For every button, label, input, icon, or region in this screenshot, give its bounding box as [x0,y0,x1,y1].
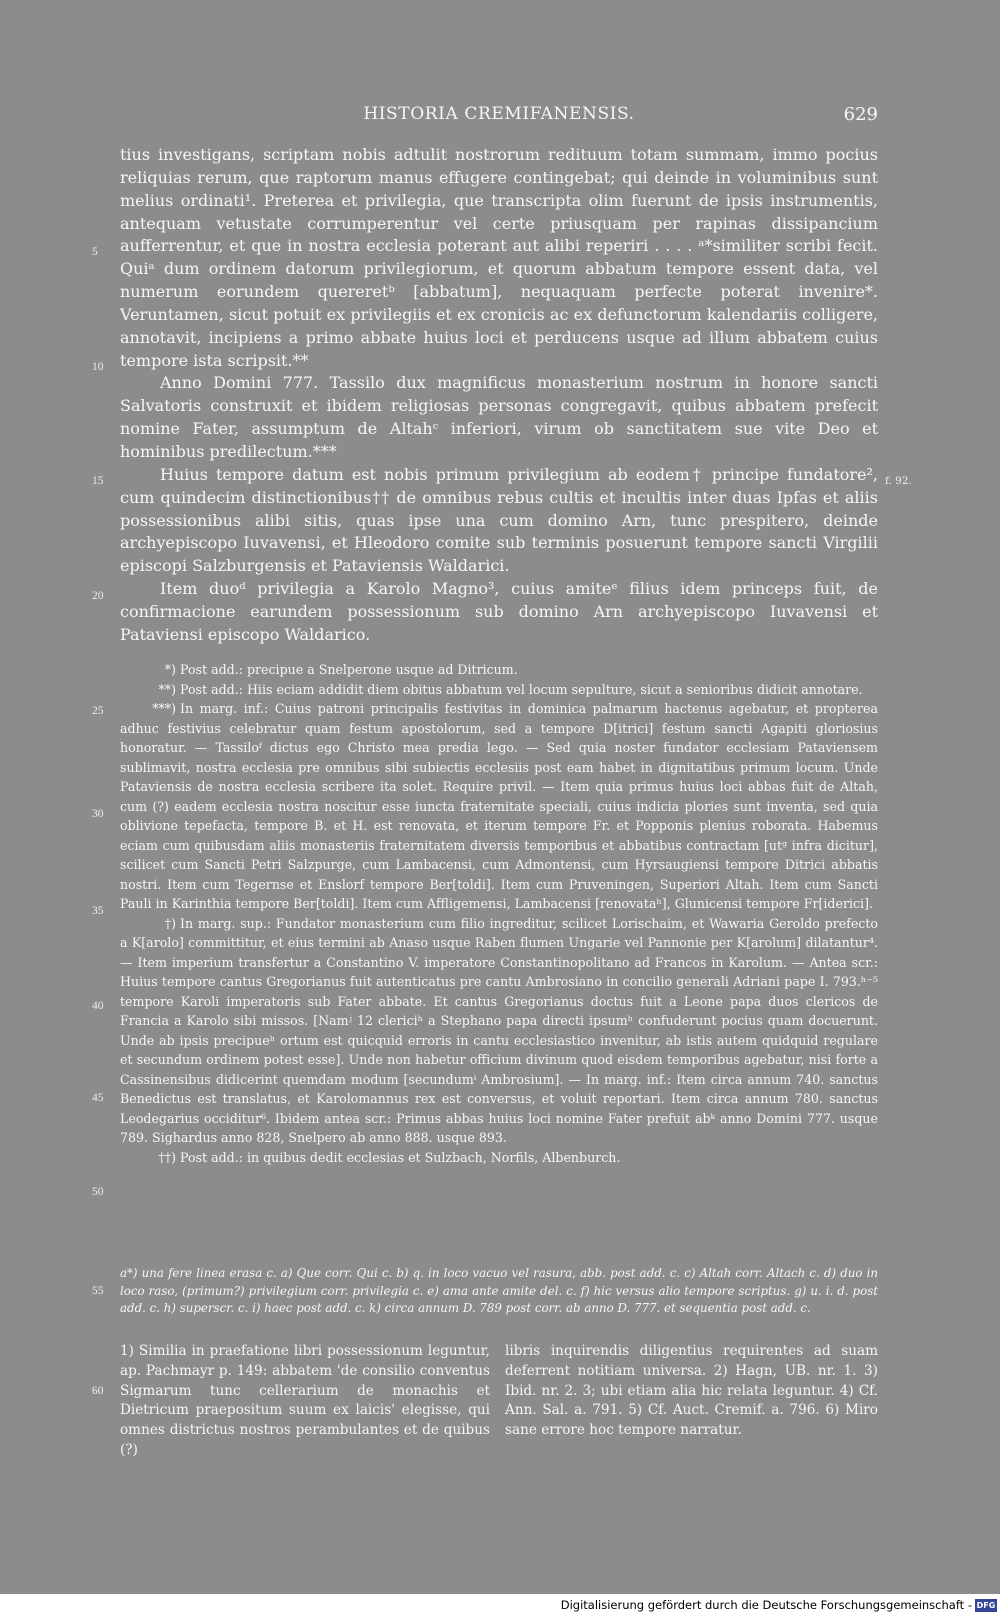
line-number: 10 [92,361,104,373]
note-text: Post add.: in quibus dedit ecclesias et Sulzbach, Norfils, Albenburch. [180,1149,621,1165]
paragraph-4: Item duoᵈ privilegia a Karolo Magno³, cuius amiteᵉ filius idem princeps fuit, de confirmacione earundem possessionum sub domino Arn archyepiscopo Iuvavensi et Pataviensi episcopo Waldarico. [120,579,878,644]
note-mark: **) [158,681,176,697]
note-mark: *) [164,662,176,677]
critical-apparatus: a*) una fere linea erasa c. a) Que corr. Qui c. b) q. in loco vacuo vel rasura, abb. post add. c. c) Altah corr. Altach c. d) duo in loco raso, (primum?) privilegium corr. privilegia c. e) ama ante amite del. c. f) hic versus alio tempore scriptus. g) u. i. d. post add. c. h) superscr. c. i) haec post add. c. k) circa annum D. 789 post corr. ab anno D. 777. et sequentia post add. c. [120,1266,878,1315]
page-number: 629 [843,104,878,125]
running-head [120,104,878,130]
dfg-logo: DFG [976,1601,996,1610]
line-number: 30 [92,808,104,820]
note-mark: †) [164,915,176,931]
line-number: 45 [92,1092,104,1104]
line-number: 40 [92,1000,104,1012]
footer-bar [0,1594,1000,1619]
paragraph-3: Huius tempore datum est nobis primum privilegium ab eodem† principe fundatore², cum quindecim distinctionibus†† de omnibus rebus cultis et incultis inter duas Ipfas et aliis possessionibus alibi sitis, quas ipse una cum domino Arn, tunc prespitero, deinde archyepiscopo Iuvavensi, et Hleodoro comite sub terminis posuerunt tempore sancti Virgilii episcopi Salzburgensis et Pataviensis Waldarici. [120,464,878,576]
funding-credit: Digitalisierung gefördert durch die Deutsche Forschungsgemeinschaft - [560,1598,972,1612]
line-number: 60 [92,1385,104,1397]
line-number: 20 [92,590,104,602]
line-number: 35 [92,905,104,917]
note-text: In marg. inf.: Cuius patroni principalis festivitas in dominica palmarum hactenus agebatur, et propterea adhuc festivius celebratur quam festum apostolorum, sed a tempore D[itrici] festum sancti Agapiti gloriosius honoratur. — Tassiloᶠ dictus ego Christo mea predia lego. — Sed quia noster fundator ecclesiam Pataviensem sublimavit, nostra ecclesia pre omnibus sibi subiectis ecclesiis post eam habet in dignitatibus primum locum. Unde Pataviensis de nostra ecclesia scribere ita solet. Require privil. — Item quia primus huius loci abbas fuit de Altah, cum (?) eadem ecclesia nostra noscitur esse iuncta fraternitate speciali, cuius indicia plories sunt inventa, sed quia oblivione tepefacta, tempore B. et H. est renovata, et iterum tempore Fr. et Popponis plenius roborata. Habemus eciam cum quibusdam aliis monasteriis fraternitatem diversis temporibus et abbatibus contractam [utᵍ infra dicitur], scilicet cum Sancti Petri Salzpurge, cum Lambacensi, cum Admontensi, cum Hyrsaugiensi tempore Ditrici abbatis nostri. Item cum Tegernse et Enslorf tempore Ber[toldi]. Item cum Pruveningen, Superiori Altah. Item cum Sancti Pauli in Karinthia tempore Ber[toldi]. Item cum Affligemensi, Lambacensi [renovataʰ], Glunicensi tempore Fr[iderici]. [120,701,878,911]
line-number: 15 [92,475,104,487]
paragraph-2: Anno Domini 777. Tassilo dux magnificus monasterium nostrum in honore sancti Salvatoris construxit et ibidem religiosas personas congregavit, quibus abbatem prefecit nomine Fater, assumptum de Altahᶜ inferiori, virum ob sanctitatem sue vite Deo et hominibus predilectum.*** [120,373,878,461]
footnote-text: 1) Similia in praefatione libri possessionum leguntur, ap. Pachmayr p. 149: abbatem 'de consilio conventus Sigmarum tunc cellerarium de monachis et Dietricum praepositum suum ex laicis' elegisse, qui omnes districtus nostros perambulantes et de quibus (?) [120,1343,490,1458]
line-number: 5 [92,246,98,258]
margin-folio-note: f. 92. [885,475,912,487]
note-item [120,914,878,1148]
note-item [120,1148,878,1168]
later-additions-notes [120,660,878,1167]
line-number: 25 [92,705,104,717]
note-text: Post add.: precipue a Snelperone usque ad Ditricum. [180,662,518,677]
line-number: 55 [92,1285,104,1297]
note-item [120,660,878,680]
footnote-text: libris inquirendis diligentius requirentes ad suam deferrent notitiam universa. 2) Hagn, UB. nr. 1. 3) Ibid. nr. 2. 3; ubi etiam alia hic relata leguntur. 4) Cf. Ann. Sal. a. 791. 5) Cf. Auct. Cremif. a. 796. 6) Miro sane errore hoc tempore narratur. [505,1343,878,1439]
line-number: 50 [92,1186,104,1198]
main-text [120,144,878,647]
note-item [120,680,878,700]
running-title: HISTORIA CREMIFANENSIS. [363,104,635,124]
footnotes-left-column [120,1342,490,1461]
note-text: In marg. sup.: Fundator monasterium cum filio ingreditur, scilicet Lorischaim, et Wawaria Geroldo prefecto a K[arolo] committitur, et eius termini ab Anaso usque Raben flumen Ungarie vel Pannonie per K[arolum] dilatantur⁴. — Item imperium transfertur a Constantino V. imperatore Constantinopolitano ad Francos in Karolum. — Antea scr.: Huius tempore cantus Gregorianus fuit autenticatus pre cantu Ambrosiano in concilio generali Adriani pape I. 793.ʰ⁻⁵ tempore Karoli imperatoris sub Fater abbate. Et cantus Gregorianus doctus fuit a Leone papa duos clericos de Francia a Karolo sibi missos. [Namʲ 12 clericiʰ a Stephano papa directi ipsumʰ confuderunt pocius quam docuerunt. Unde ab ipsis precipueʰ ortum est quicquid erroris in cantu ecclesiastico invenitur, ab istis autem quidquid regulare et secundum ordinem potest esse]. Unde non habetur officium divinum quod eisdem temporibus agebatur, nisi forte a Cassinensibus didicerint quemdam modum [secundumⁱ Ambrosium]. — In marg. inf.: Item circa annum 740. sanctus Benedictus est translatus, et Karolomannus rex est conversus, et voluit reportari. Item circa annum 780. sanctus Leodegarius occiditur⁶. Ibidem antea scr.: Primus abbas huius loci nomine Fater prefuit abᵏ anno Domini 777. usque 789. Sighardus anno 828, Snelpero ab anno 888. usque 893. [120,915,878,1145]
note-text: Post add.: Hiis eciam addidit diem obitus abbatum vel locum sepulture, sicut a senioribus didicit annotare. [180,681,863,697]
note-mark: ††) [158,1149,176,1165]
note-mark: ***) [152,701,176,716]
note-item [120,699,878,914]
footnotes-right-column [505,1342,878,1441]
paragraph-1: tius investigans, scriptam nobis adtulit nostrorum redituum totam summam, immo pocius reliquias rerum, que raptorum manus effugere contingebat; qui deinde in voluminibus sunt melius ordinati¹. Preterea et privilegia, que transcripta olim fuerunt de ipsis instrumentis, antequam vetustate corrumperentur vel certe priusquam per rapinas dissipancium aufferrentur, et que in nostra ecclesia poterant aut alibi reperiri . . . . ᵃ*similiter scribi fecit. Quiᵃ dum ordinem datorum privilegiorum, et quorum abbatum tempore essent data, vel numerum eorundem quereretᵇ [abbatum], nequaquam perfecte poterat invenire*. Veruntamen, sicut potuit ex privilegiis et ex cronicis ac ex defunctorum kalendariis colligere, annotavit, incipiens a primo abbate huius loci et perducens usque ad illum abbatem cuius tempore ista scripsit.** [120,145,878,370]
